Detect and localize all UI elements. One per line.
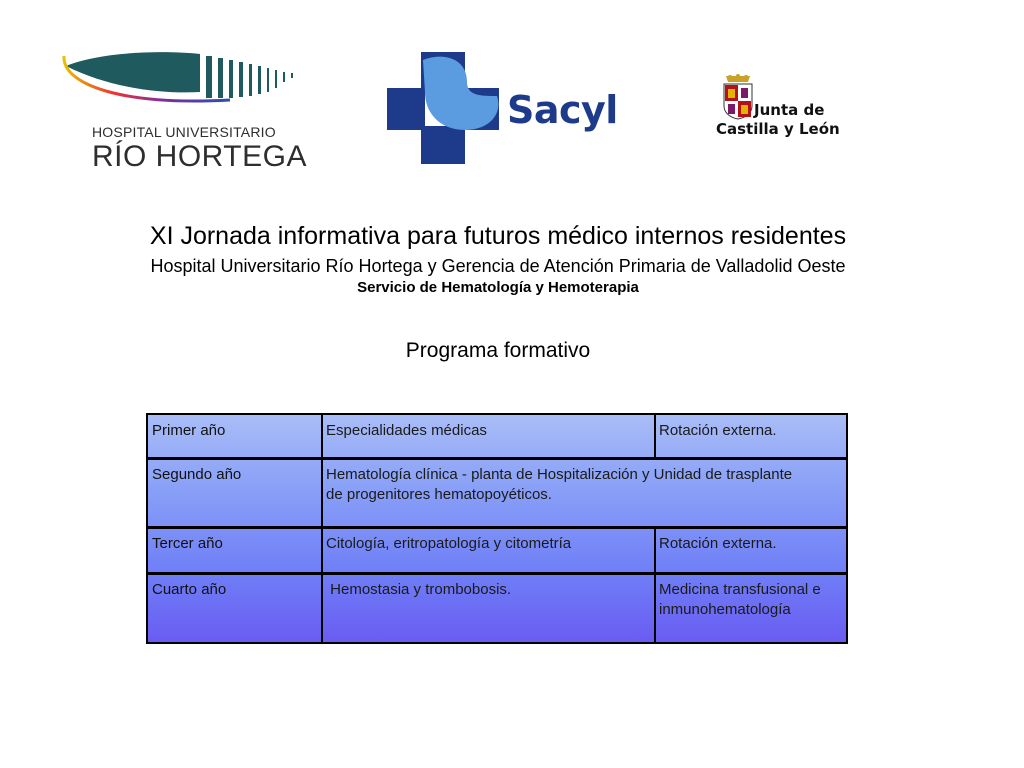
sacyl-wordmark: Sacyl xyxy=(507,88,618,132)
table-cell-rotation-extra: Rotación externa. xyxy=(659,535,777,552)
hospital-swoosh-icon xyxy=(60,44,305,124)
table-row-divider xyxy=(148,572,846,575)
table-cell-rotation: Hematología clínica - planta de Hospitalización y Unidad de trasplante de progenitores hematopoyéticos. xyxy=(326,466,793,503)
junta-logo-line2: Castilla y León xyxy=(716,120,840,138)
coat-of-arms-icon xyxy=(718,74,758,120)
table-cell-year: Tercer año xyxy=(152,535,223,552)
hospital-logo-line1: HOSPITAL UNIVERSITARIO xyxy=(92,124,276,140)
sacyl-cross-icon xyxy=(385,52,505,167)
table-cell-year: Segundo año xyxy=(152,466,242,483)
table-cell-rotation: Hemostasia y trombobosis. xyxy=(326,581,512,598)
table-cell-rotation-extra: Medicina transfusional e inmunohematología xyxy=(659,581,821,618)
table-row-divider xyxy=(148,526,846,529)
training-program-table xyxy=(146,413,848,644)
table-column-divider xyxy=(654,415,656,458)
page-subtitle: Hospital Universitario Río Hortega y Gerencia de Atención Primaria de Valladolid Oeste xyxy=(150,256,846,276)
table-column-divider xyxy=(654,527,656,642)
service-name: Servicio de Hematología y Hemoterapia xyxy=(357,279,639,296)
table-cell-year: Cuarto año xyxy=(152,581,227,598)
hospital-rio-hortega-logo xyxy=(60,44,305,179)
table-cell-rotation: Citología, eritropatología y citometría xyxy=(326,535,572,552)
junta-castilla-leon-logo xyxy=(712,72,842,147)
page-title: XI Jornada informativa para futuros médico internos residentes xyxy=(149,222,847,250)
table-cell-rotation: Especialidades médicas xyxy=(326,422,487,439)
table-cell-rotation-extra: Rotación externa. xyxy=(659,422,777,439)
section-heading: Programa formativo xyxy=(405,339,591,362)
hospital-logo-line2: RÍO HORTEGA xyxy=(92,140,307,173)
table-cell-year: Primer año xyxy=(152,422,226,439)
sacyl-logo xyxy=(385,52,618,167)
junta-logo-line1: Junta de xyxy=(754,101,825,119)
table-row-divider xyxy=(148,457,846,460)
